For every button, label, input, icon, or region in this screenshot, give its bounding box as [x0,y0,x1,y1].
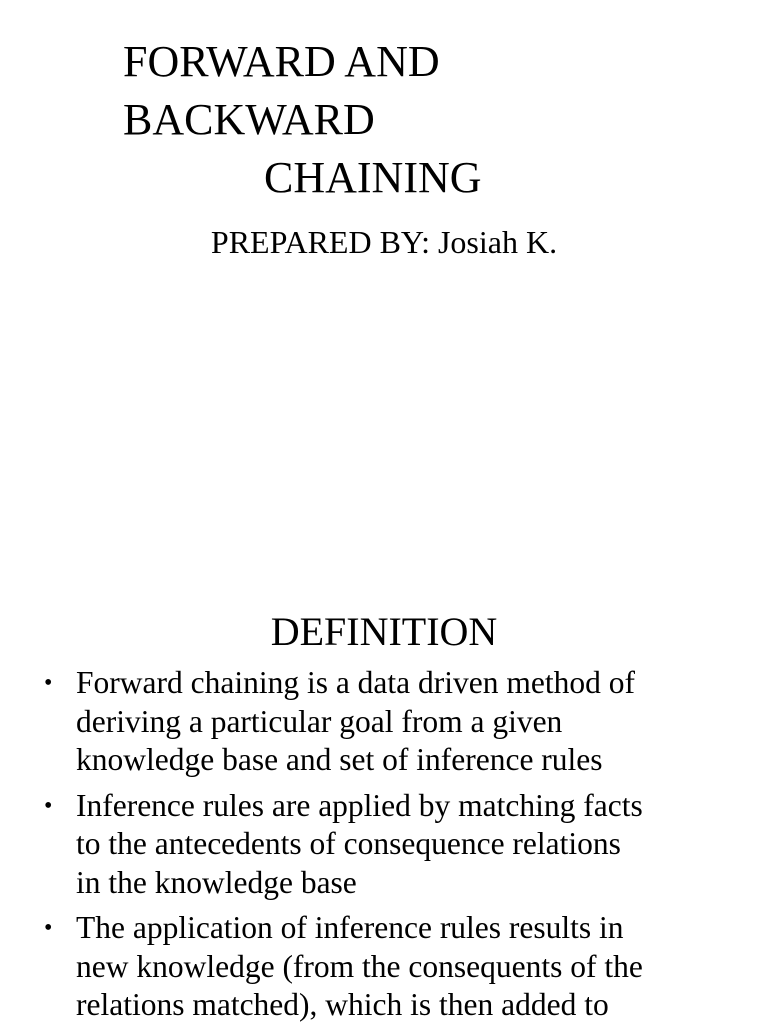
bullet-text-line: knowledge base and set of inference rules [76,742,603,777]
author-subtitle: PREPARED BY: Josiah K. [210,224,558,260]
bullet-icon: • [44,792,53,819]
bullet-text-line: The application of inference rules results in [76,910,624,945]
bullet-text-line: Inference rules are applied by matching facts [76,787,643,823]
bullet-text-line: in the knowledge base [76,864,357,900]
bullet-icon: • [44,670,53,696]
bullet-text-line: deriving a particular goal from a given [76,703,563,739]
definition-bullet-list [0,664,768,1032]
bullet-text-line: new knowledge (from the consequents of the [76,948,643,984]
bullet-text-line: Forward chaining is a data driven method of [76,665,635,700]
definition-slide [0,512,768,1024]
bullet-text-line: relations matched), which is then added to [76,987,609,1022]
slide-title-line-2: BACKWARD [123,95,375,144]
bullet-item [0,787,768,903]
title-slide [0,0,768,512]
bullet-icon: • [44,915,53,941]
bullet-text-line: to the antecedents of consequence relations [76,826,621,861]
slide-title-line-1: FORWARD AND [123,37,440,86]
slide-title-line-3: CHAINING [264,153,482,202]
definition-heading: DEFINITION [270,609,498,654]
bullet-item [0,909,768,1025]
bullet-item [0,664,768,780]
